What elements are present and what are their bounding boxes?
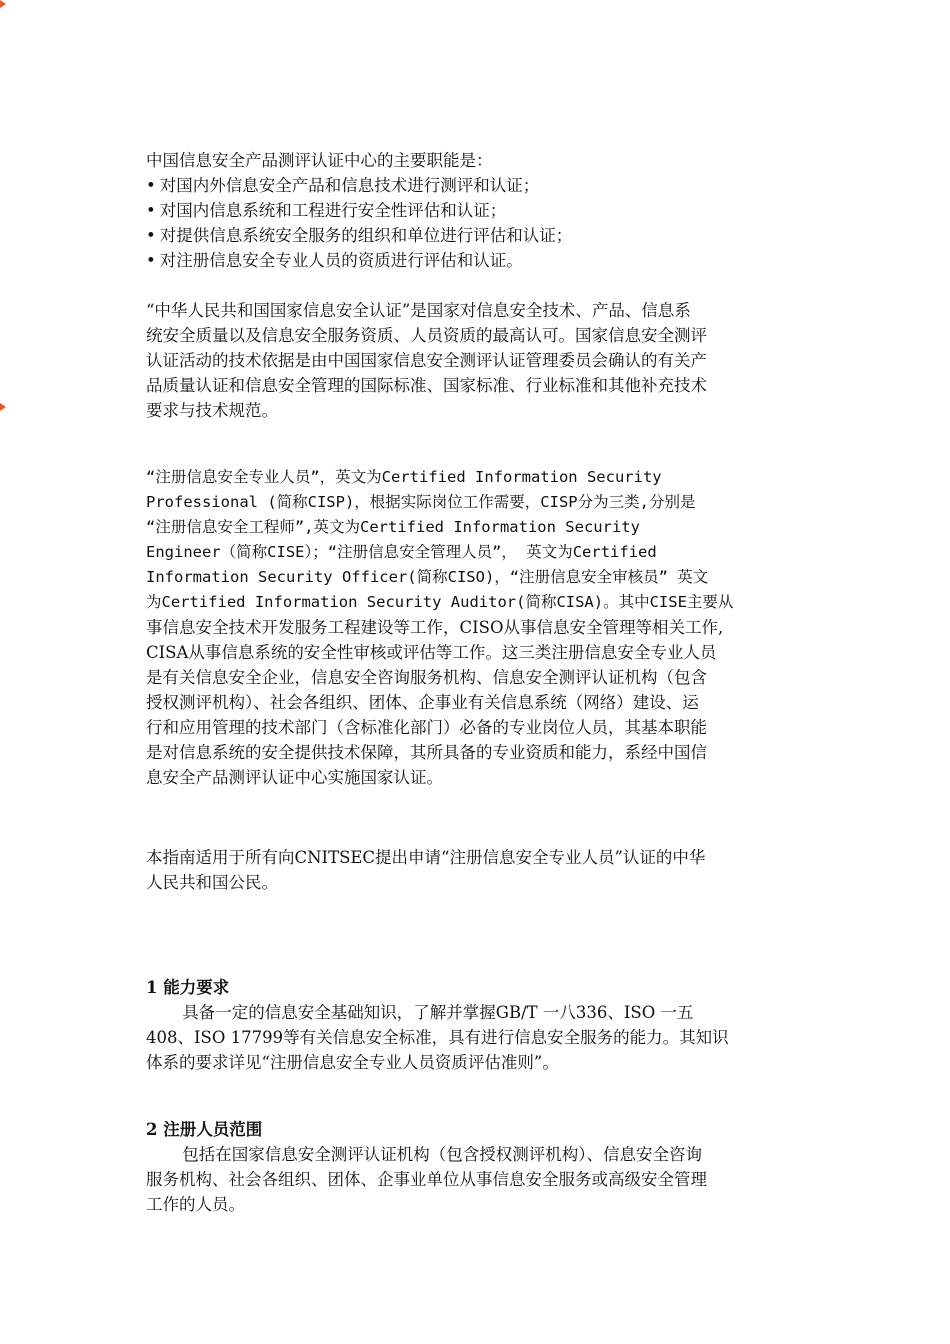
paragraph-line: 品质量认证和信息安全管理的国际标准、国家标准、行业标准和其他补充技术	[146, 376, 707, 395]
paragraph-cisp	[146, 465, 816, 790]
paragraph-line: 是对信息系统的安全提供技术保障，其所具备的专业资质和能力，系经中国信	[146, 743, 707, 762]
paragraph-certification	[146, 298, 816, 423]
paragraph-line: 授权测评机构）、社会各组织、团体、企事业有关信息系统（网络）建设、运	[146, 693, 699, 712]
paragraph-line: 要求与技术规范。	[146, 401, 278, 420]
paragraph-line: 息安全产品测评认证中心实施国家认证。	[146, 768, 443, 787]
paragraph-line: 统安全质量以及信息安全服务资质、人员资质的最高认可。国家信息安全测评	[146, 326, 707, 345]
section-ability	[146, 975, 816, 1075]
paragraph-line: Information Security Officer(简称CISO)，“注册信息安全审核员” 英文	[146, 568, 709, 586]
paragraph-line: “注册信息安全工程师”,英文为Certified Information Security	[146, 518, 640, 536]
paragraph-line: Engineer（简称CISE）；“注册信息安全管理人员”， 英文为Certified	[146, 543, 657, 561]
paragraph-line: “中华人民共和国国家信息安全认证”是国家对信息安全技术、产品、信息系	[146, 301, 691, 320]
paragraph-line: 具备一定的信息安全基础知识，了解并掌握GB/T 一八336、ISO 一五	[182, 1003, 694, 1022]
section-heading: 1 能力要求	[146, 978, 230, 997]
intro-line: 中国信息安全产品测评认证中心的主要职能是：	[146, 151, 493, 170]
paragraph-line: 是有关信息安全企业，信息安全咨询服务机构、信息安全测评认证机构（包含	[146, 668, 707, 687]
paragraph-line: 服务机构、社会各组织、团体、企事业单位从事信息安全服务或高级安全管理	[146, 1170, 707, 1189]
paragraph-line: 包括在国家信息安全测评认证机构（包含授权测评机构）、信息安全咨询	[182, 1145, 703, 1164]
paragraph-line: 事信息安全技术开发服务工程建设等工作，CISO从事信息安全管理等相关工作,	[146, 618, 724, 637]
margin-marker-middle	[0, 403, 6, 411]
section-heading: 2 注册人员范围	[146, 1120, 263, 1139]
paragraph-line: 人民共和国公民。	[146, 873, 278, 892]
paragraph-line: 体系的要求详见“注册信息安全专业人员资质评估准则”。	[146, 1053, 559, 1072]
section-scope-personnel	[146, 1117, 816, 1217]
paragraph-line: 行和应用管理的技术部门（含标准化部门）必备的专业岗位人员，其基本职能	[146, 718, 707, 737]
paragraph-line: 本指南适用于所有向CNITSEC提出申请“注册信息安全专业人员”认证的中华	[146, 848, 706, 867]
paragraph-line: CISA从事信息系统的安全性审核或评估等工作。这三类注册信息安全专业人员	[146, 643, 717, 662]
margin-marker-top	[0, 0, 6, 8]
paragraph-line: “注册信息安全专业人员”，英文为Certified Information Security	[146, 468, 662, 486]
paragraph-line: 408、ISO 17799等有关信息安全标准，具有进行信息安全服务的能力。其知识	[146, 1028, 729, 1047]
intro-bullet: • 对国内信息系统和工程进行安全性评估和认证；	[146, 198, 816, 223]
paragraph-line: 为Certified Information Security Auditor(简称CISA)。其中CISE主要从	[146, 593, 734, 611]
intro-bullet: • 对国内外信息安全产品和信息技术进行测评和认证；	[146, 173, 816, 198]
intro-bullet: • 对注册信息安全专业人员的资质进行评估和认证。	[146, 248, 816, 273]
paragraph-scope	[146, 845, 816, 895]
intro-bullet: • 对提供信息系统安全服务的组织和单位进行评估和认证；	[146, 223, 816, 248]
document-page	[146, 148, 816, 1217]
paragraph-line: 认证活动的技术依据是由中国国家信息安全测评认证管理委员会确认的有关产	[146, 351, 707, 370]
paragraph-line: Professional (简称CISP)，根据实际岗位工作需要，CISP分为三类,分别是	[146, 493, 696, 511]
paragraph-line: 工作的人员。	[146, 1195, 245, 1214]
